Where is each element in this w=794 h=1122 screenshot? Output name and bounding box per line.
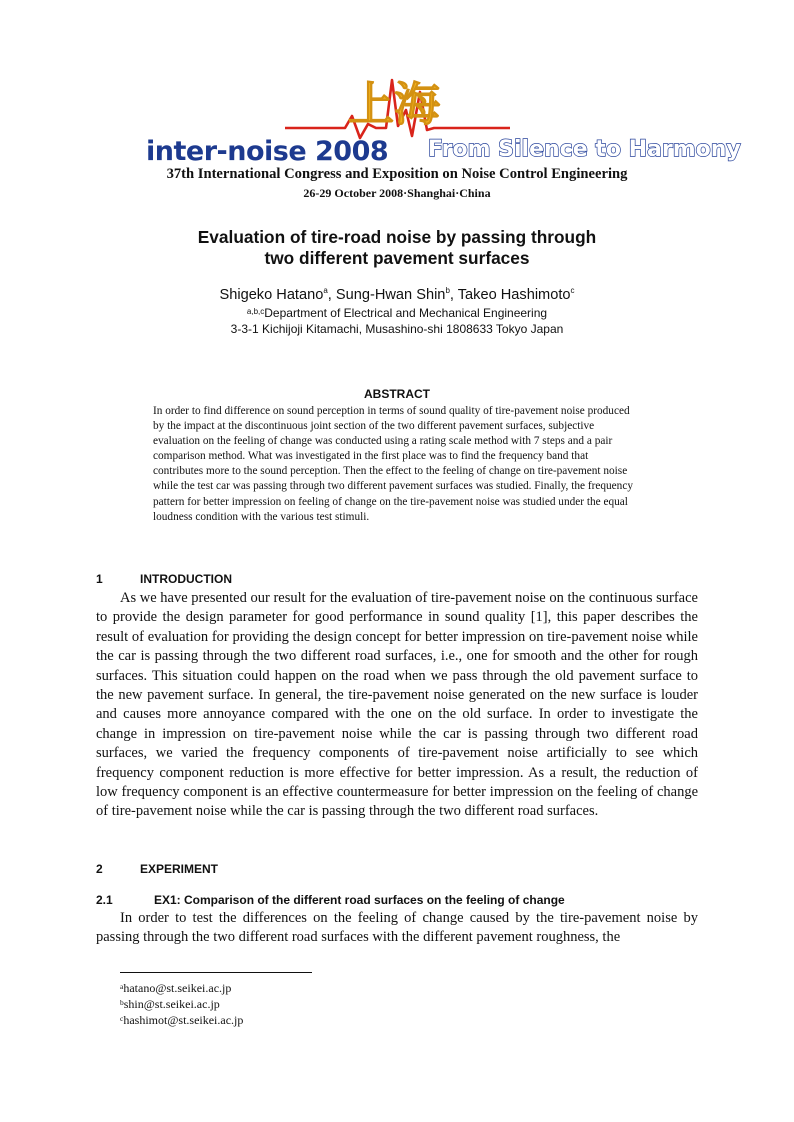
author-mark: a — [323, 286, 328, 295]
author-name: Sung-Hwan Shin — [335, 287, 446, 303]
footnote-mark: b — [120, 998, 124, 1007]
subsection-heading-ex1 — [96, 893, 565, 907]
footnote-mark: a — [120, 982, 124, 991]
footnote-b — [120, 996, 220, 1012]
footnote-mark: c — [120, 1014, 124, 1023]
title-line-1: Evaluation of tire-road noise by passing through — [197, 227, 597, 247]
logo-slogan: From Silence to Harmony — [428, 137, 741, 162]
inter-noise-2008-logo — [140, 40, 741, 167]
logo-name: inter-noise 2008 — [146, 136, 389, 167]
congress-dates: 26-29 October 2008·Shanghai·China — [303, 186, 491, 200]
footnote-rule — [120, 972, 312, 973]
abstract-text: In order to find difference on sound perception in terms of sound quality of tire-pavement noise produced by the impact at the discontinuous joint section of the two different pavement surfaces, subjective evaluation on the feeling of change was conducted using a rating scale method with 7 steps and a pair comparison method. What was investigated in the first place was to find the frequency band that contributes more to the sound perception. Then the effect to the feeling of change on tire-pavement noise while the test car was passing through two different pavement surfaces was studied. Finally, the frequency pattern for better impression on feeling of change on the tire-pavement noise was studied under the equal loudness condition with the various test stimuli. — [153, 405, 633, 523]
subsection-number: 2.1 — [96, 893, 113, 907]
section-number: 1 — [96, 572, 103, 586]
experiment-paragraph: In order to test the differences on the feeling of change caused by the tire-pavement noise by passing through the two different road surfaces with the different pavement roughness, the — [96, 910, 698, 946]
affiliation-mark: a,b,c — [246, 307, 265, 316]
author-mark: c — [570, 286, 575, 295]
footnote-email: hatano@st.seikei.ac.jp — [123, 981, 232, 995]
author-name: Takeo Hashimoto — [457, 287, 571, 303]
logo-city-glyphs: 上海 — [348, 77, 440, 131]
footnote-c — [120, 1012, 243, 1028]
section-title: INTRODUCTION — [140, 572, 232, 586]
author-mark: b — [445, 286, 450, 295]
subsection-title: EX1: Comparison of the different road surfaces on the feeling of change — [154, 893, 565, 907]
congress-name: 37th International Congress and Exposition on Noise Control Engineering — [166, 166, 628, 182]
author-list — [0, 287, 794, 303]
title-line-2: two different pavement surfaces — [264, 248, 530, 268]
footnote-email: hashimot@st.seikei.ac.jp — [123, 1013, 244, 1027]
section-number: 2 — [96, 862, 103, 876]
abstract-heading: ABSTRACT — [364, 387, 430, 401]
footnote-email: shin@st.seikei.ac.jp — [123, 997, 220, 1011]
introduction-paragraph: As we have presented our result for the evaluation of tire-pavement noise on the continuous surface to provide the design parameter for good performance in sound quality [1], this paper describes the result of evaluation for providing the design concept for better impression on tire-pavement noise while the car is passing through the two different road surfaces, i.e., one for smooth and the other for rough surfaces. This situation could happen on the road when we pass through the old pavement surface to the new pavement surface. In general, the tire-pavement noise generated on the new surface is louder and causes more annoyance compared with the one on the old surface. In order to investigate the change in impression on tire-pavement noise while the car is passing through two different road surfaces, we varied the frequency components of tire-pavement noise artificially to see which frequency component reduction is more effective for better impression. As a result, the reduction of low frequency component is an effective countermeasure for better impression on the feeling of change of tire-pavement noise while the car is passing through the two different road surfaces. — [96, 590, 698, 820]
author-separator: , — [449, 287, 458, 303]
paper-title — [0, 227, 794, 269]
footnote-a — [120, 980, 231, 996]
affiliation: Department of Electrical and Mechanical Engineering — [264, 306, 548, 320]
section-heading-experiment — [96, 862, 218, 876]
author-name: Shigeko Hatano — [219, 287, 324, 303]
address: 3-3-1 Kichijoji Kitamachi, Musashino-shi 1808633 Tokyo Japan — [230, 322, 564, 336]
section-title: EXPERIMENT — [140, 862, 219, 876]
section-heading-introduction — [96, 572, 232, 586]
author-separator: , — [327, 287, 336, 303]
affiliation-block — [0, 305, 794, 337]
